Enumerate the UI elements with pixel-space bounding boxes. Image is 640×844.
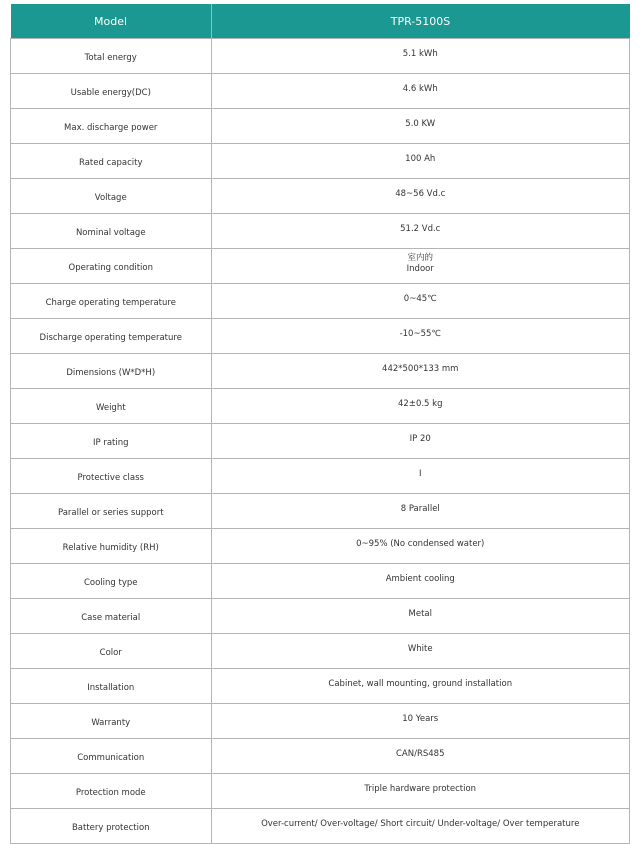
spec-value: White — [211, 634, 630, 669]
header-model-value: TPR-5100S — [211, 4, 630, 39]
spec-value: CAN/RS485 — [211, 739, 630, 774]
spec-label: Protection mode — [11, 774, 212, 809]
table-row — [11, 179, 630, 214]
spec-label: Voltage — [11, 179, 212, 214]
table-row — [11, 774, 630, 809]
spec-label: Max. discharge power — [11, 109, 212, 144]
spec-label: Relative humidity (RH) — [11, 529, 212, 564]
table-row — [11, 249, 630, 284]
table-row — [11, 74, 630, 109]
spec-label: Charge operating temperature — [11, 284, 212, 319]
table-row — [11, 459, 630, 494]
table-row — [11, 599, 630, 634]
spec-label: Usable energy(DC) — [11, 74, 212, 109]
spec-table — [10, 4, 630, 844]
table-row — [11, 634, 630, 669]
spec-value: IP 20 — [211, 424, 630, 459]
header-model-label: Model — [11, 4, 212, 39]
spec-value: Over-current/ Over-voltage/ Short circuit/ Under-voltage/ Over temperature — [211, 809, 630, 844]
table-row — [11, 214, 630, 249]
spec-label: Discharge operating temperature — [11, 319, 212, 354]
spec-value: 48~56 Vd.c — [211, 179, 630, 214]
spec-value: Metal — [211, 599, 630, 634]
table-row — [11, 564, 630, 599]
table-row — [11, 424, 630, 459]
table-row — [11, 809, 630, 844]
spec-value: 442*500*133 mm — [211, 354, 630, 389]
spec-label: Rated capacity — [11, 144, 212, 179]
spec-value — [211, 249, 630, 284]
spec-value: 42±0.5 kg — [211, 389, 630, 424]
spec-label: Dimensions (W*D*H) — [11, 354, 212, 389]
spec-table-header — [11, 4, 630, 39]
spec-label: Installation — [11, 669, 212, 704]
spec-value: Triple hardware protection — [211, 774, 630, 809]
spec-value: 0~95% (No condensed water) — [211, 529, 630, 564]
spec-label: Cooling type — [11, 564, 212, 599]
table-row — [11, 669, 630, 704]
spec-table-body — [11, 39, 630, 844]
spec-label: Total energy — [11, 39, 212, 74]
header-row — [11, 4, 630, 39]
table-row — [11, 739, 630, 774]
spec-label: Communication — [11, 739, 212, 774]
table-row — [11, 704, 630, 739]
spec-label: Case material — [11, 599, 212, 634]
table-row — [11, 319, 630, 354]
spec-label: Weight — [11, 389, 212, 424]
spec-label: Protective class — [11, 459, 212, 494]
spec-label: Color — [11, 634, 212, 669]
spec-value: Ambient cooling — [211, 564, 630, 599]
spec-value: 10 Years — [211, 704, 630, 739]
table-row — [11, 494, 630, 529]
spec-value: 5.1 kWh — [211, 39, 630, 74]
spec-label: Parallel or series support — [11, 494, 212, 529]
spec-value-line-1: 室内的 — [407, 253, 433, 263]
spec-value: 5.0 KW — [211, 109, 630, 144]
spec-label: Nominal voltage — [11, 214, 212, 249]
table-row — [11, 109, 630, 144]
spec-label: Operating condition — [11, 249, 212, 284]
table-row — [11, 144, 630, 179]
spec-value: I — [211, 459, 630, 494]
spec-label: IP rating — [11, 424, 212, 459]
spec-value: -10~55℃ — [211, 319, 630, 354]
spec-value: Cabinet, wall mounting, ground installation — [211, 669, 630, 704]
table-row — [11, 354, 630, 389]
spec-label: Battery protection — [11, 809, 212, 844]
spec-value: 8 Parallel — [211, 494, 630, 529]
spec-label: Warranty — [11, 704, 212, 739]
table-row — [11, 39, 630, 74]
table-row — [11, 284, 630, 319]
spec-value: 0~45℃ — [211, 284, 630, 319]
spec-value: 4.6 kWh — [211, 74, 630, 109]
table-row — [11, 389, 630, 424]
spec-value: 51.2 Vd.c — [211, 214, 630, 249]
table-row — [11, 529, 630, 564]
spec-value: 100 Ah — [211, 144, 630, 179]
spec-value-line-2: Indoor — [406, 264, 434, 274]
